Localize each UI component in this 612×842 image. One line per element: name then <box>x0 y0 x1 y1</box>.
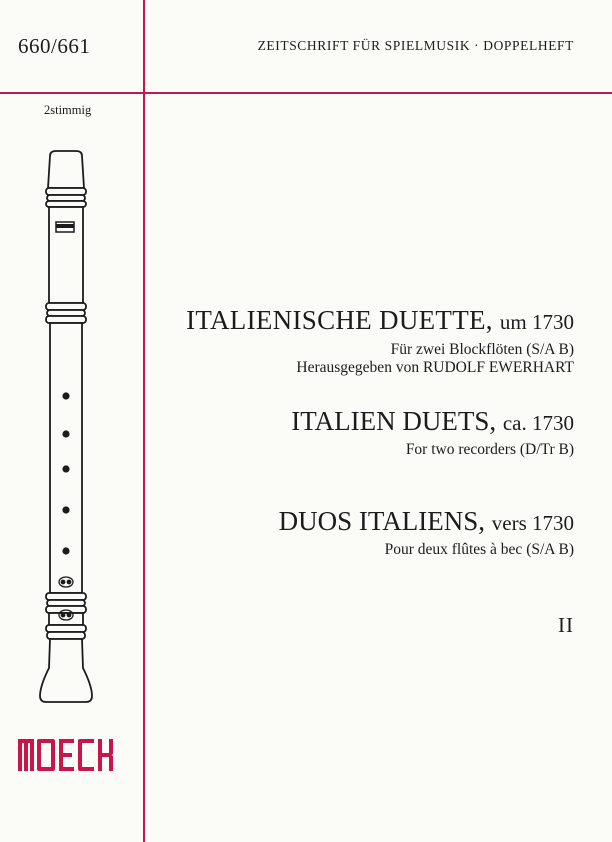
title-english <box>291 406 574 437</box>
title-french <box>279 506 574 537</box>
series-title: ZEITSCHRIFT FÜR SPIELMUSIK · DOPPELHEFT <box>257 38 574 53</box>
title-german-text: ITALIENISCHE DUETTE, <box>186 305 493 335</box>
title-english-date: ca. 1730 <box>502 411 574 435</box>
subtitle-french: Pour deux flûtes à bec (S/A B) <box>384 541 574 558</box>
title-german <box>186 305 574 336</box>
volume-number: II <box>558 613 574 637</box>
title-english-text: ITALIEN DUETS, <box>291 406 497 436</box>
editor-line: Herausgegeben von RUDOLF EWERHART <box>296 359 574 376</box>
moeck-logo <box>16 737 122 773</box>
title-french-date: vers 1730 <box>491 511 574 535</box>
issue-number: 660/661 <box>18 34 91 58</box>
vertical-rule <box>143 0 145 842</box>
title-french-text: DUOS ITALIENS, <box>278 506 485 536</box>
title-german-date: um 1730 <box>499 310 574 334</box>
horizontal-rule <box>0 92 612 94</box>
recorder-icon <box>36 148 96 708</box>
subtitle-english: For two recorders (D/Tr B) <box>405 441 574 458</box>
voices-label: 2stimmig <box>44 103 92 117</box>
subtitle-german: Für zwei Blockflöten (S/A B) <box>390 341 574 358</box>
